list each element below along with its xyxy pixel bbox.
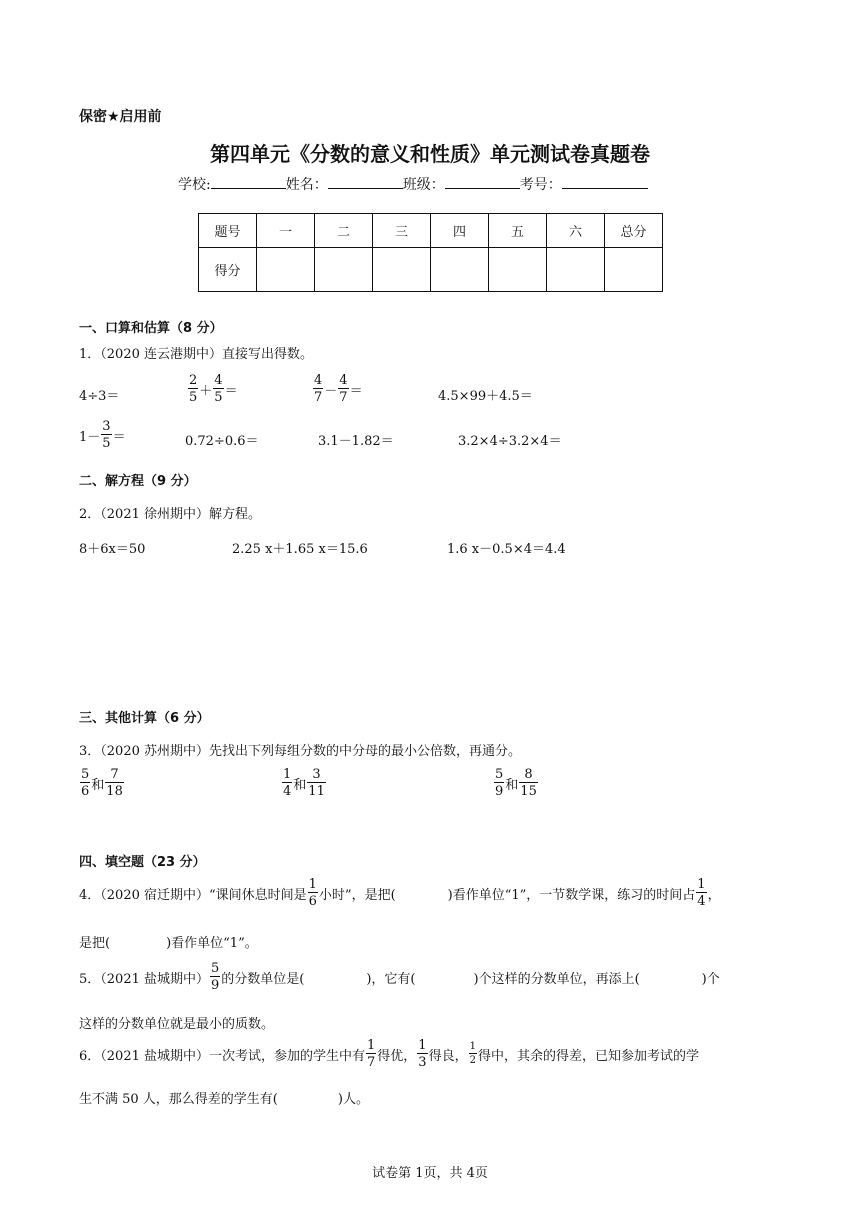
score-cell[interactable]	[605, 248, 663, 292]
score-cell[interactable]	[547, 248, 605, 292]
class-blank[interactable]	[445, 174, 520, 189]
equation-3: 1.6 x－0.5×4＝4.4	[447, 542, 566, 557]
question-6-line1: 6．（2021 盐城期中）一次考试，参加的学生中有 $\frac{1}{7}$ 得优， $\frac{1}{3}$ 得良， $\frac{1}{2}$ 得中，其余的得差，已知参加考试的学	[79, 1038, 699, 1070]
score-cell[interactable]	[257, 248, 315, 292]
table-cell: 一	[257, 214, 315, 248]
page-title: 第四单元《分数的意义和性质》单元测试卷真题卷	[210, 142, 650, 166]
table-cell: 得分	[199, 248, 257, 292]
expr-3: $\frac{4}{7}$ － $\frac{4}{7}$ ＝	[314, 373, 363, 405]
expr-6: 0.72÷0.6＝	[185, 434, 259, 449]
question-5-line1: 5．（2021 盐城期中） $\frac{5}{9}$ 的分数单位是( )，它有( )个这样的分数单位，再添上( )个	[79, 961, 720, 993]
question-2: 2．（2021 徐州期中）解方程。	[79, 507, 261, 522]
score-table	[198, 213, 663, 292]
expr-1: 4÷3＝	[79, 389, 120, 404]
section3-heading: 三、其他计算（6 分）	[79, 711, 210, 726]
score-cell[interactable]	[489, 248, 547, 292]
question-4-line1: 4．（2020 宿迁期中）“课间休息时间是 $\frac{1}{6}$ 小时”，是把( )看作单位“1”，一节数学课，练习的时间占 $\frac{1}{4}$ ，	[79, 877, 721, 909]
expr-7: 3.1－1.82＝	[318, 434, 394, 449]
table-row	[199, 248, 663, 292]
equation-1: 8＋6x＝50	[79, 542, 146, 557]
equation-2: 2.25 x＋1.65 x＝15.6	[232, 542, 368, 557]
exam-no-blank[interactable]	[562, 174, 648, 189]
expr-8: 3.2×4÷3.2×4＝	[458, 434, 562, 449]
score-cell[interactable]	[315, 248, 373, 292]
table-cell: 二	[315, 214, 373, 248]
score-cell[interactable]	[431, 248, 489, 292]
table-cell: 六	[547, 214, 605, 248]
question-4-line2: 是把( )看作单位“1”。	[79, 936, 258, 951]
expr-4: 4.5×99＋4.5＝	[438, 389, 533, 404]
question-5-line2: 这样的分数单位就是最小的质数。	[79, 1017, 275, 1032]
question-3: 3．（2020 苏州期中）先找出下列每组分数的中分母的最小公倍数，再通分。	[79, 744, 521, 759]
page-footer: 试卷第 1页，共 4页	[372, 1166, 488, 1181]
school-blank[interactable]	[211, 174, 286, 189]
question-1: 1．（2020 连云港期中）直接写出得数。	[79, 347, 313, 362]
school-label: 学校:	[178, 177, 211, 193]
table-cell: 三	[373, 214, 431, 248]
info-fields	[178, 174, 648, 194]
expr-5: 1－ $\frac{3}{5}$ ＝	[79, 419, 126, 451]
secret-label: 保密★启用前	[79, 109, 162, 125]
section4-heading: 四、填空题（23 分）	[79, 855, 206, 870]
table-cell: 五	[489, 214, 547, 248]
fraction-pair-1: $\frac{5}{6}$ 和 $\frac{7}{18}$	[81, 767, 123, 799]
fraction-pair-3: $\frac{5}{9}$ 和 $\frac{8}{15}$	[495, 767, 537, 799]
expr-2: $\frac{2}{5}$ ＋ $\frac{4}{5}$ ＝	[189, 373, 238, 405]
question-6-line2: 生不满 50 人，那么得差的学生有( )人。	[79, 1092, 369, 1107]
section1-heading: 一、口算和估算（8 分）	[79, 321, 223, 336]
table-cell: 题号	[199, 214, 257, 248]
section2-heading: 二、解方程（9 分）	[79, 474, 197, 489]
name-label: 姓名：	[285, 177, 328, 193]
name-blank[interactable]	[328, 174, 403, 189]
fraction-pair-2: $\frac{1}{4}$ 和 $\frac{3}{11}$	[283, 767, 325, 799]
score-cell[interactable]	[373, 248, 431, 292]
table-cell: 四	[431, 214, 489, 248]
table-row	[199, 214, 663, 248]
table-cell: 总分	[605, 214, 663, 248]
exam-no-label: 考号：	[519, 177, 562, 193]
class-label: 班级：	[402, 177, 445, 193]
